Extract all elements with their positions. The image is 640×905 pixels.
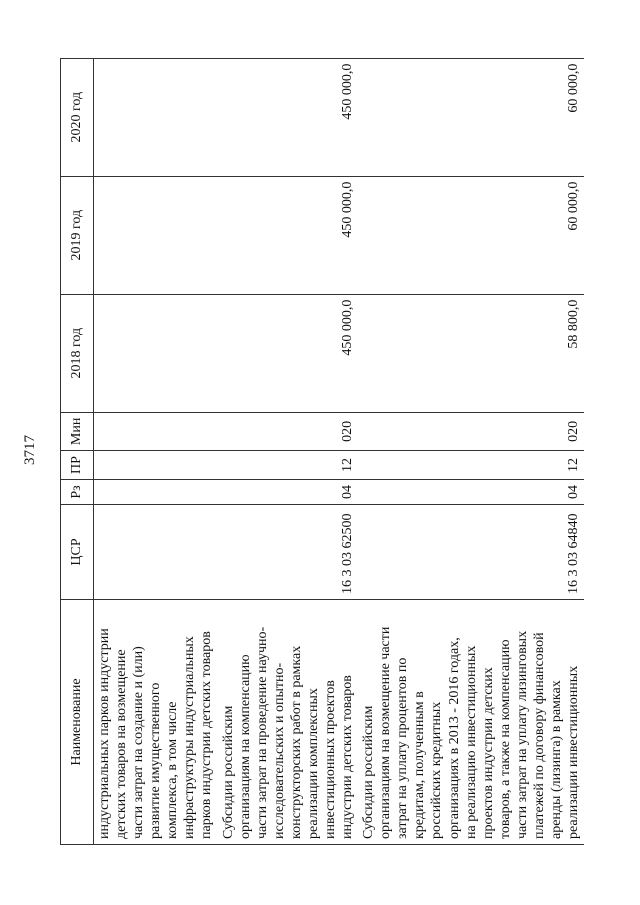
row-min: 020 <box>218 412 359 450</box>
row-name-line: российских кредитных <box>429 701 445 839</box>
row-name-line: части затрат на создание и (или) <box>131 646 147 839</box>
table-row <box>94 58 218 844</box>
row-pr <box>94 451 218 480</box>
row-2018: 450 000,0 <box>218 294 359 412</box>
table-row <box>358 58 584 844</box>
row-min: 020 <box>358 412 584 450</box>
header-name: Наименование <box>61 600 94 845</box>
row-name-line: реализации инвестиционных <box>566 665 582 839</box>
row-2020: 60 000,0 <box>358 58 584 176</box>
row-name-line: развитие имущественного <box>148 682 164 839</box>
table-header-row <box>61 58 94 844</box>
row-name-line: комплекса, в том числе <box>165 701 181 839</box>
row-pr: 12 <box>358 451 584 480</box>
header-rz: Рз <box>61 480 94 505</box>
row-name-line: исследовательских и опытно- <box>271 662 287 839</box>
row-csr: 16 3 03 64840 <box>358 505 584 600</box>
row-name-line: Субсидии российским <box>361 705 377 839</box>
row-2020: 450 000,0 <box>218 58 359 176</box>
row-name-line: индустриальных парков индустрии <box>97 628 112 839</box>
row-name-line: инвестиционных проектов <box>323 680 339 839</box>
row-name-line: проектов индустрии детских <box>480 667 496 839</box>
row-name-cell <box>218 600 359 845</box>
row-2019: 450 000,0 <box>218 176 359 294</box>
row-name-line: организациям на компенсацию <box>237 654 253 839</box>
row-pr: 12 <box>218 451 359 480</box>
row-2019 <box>94 176 218 294</box>
row-2020 <box>94 58 218 176</box>
row-name-line: конструкторских работ в рамках <box>288 645 304 839</box>
row-name-line: парков индустрии детских товаров <box>199 631 215 839</box>
header-2018: 2018 год <box>61 294 94 412</box>
row-name-line: части затрат на уплату лизинговых <box>514 630 530 839</box>
row-name-line: организациям на возмещение части <box>378 626 394 839</box>
row-2019: 60 000,0 <box>358 176 584 294</box>
row-rz: 04 <box>358 480 584 505</box>
page-number: 3717 <box>22 435 38 465</box>
header-min: Мин <box>61 412 94 450</box>
row-name-line: Субсидии российским <box>220 705 236 839</box>
header-pr: ПР <box>61 451 94 480</box>
row-name-line: на реализацию инвестиционных <box>463 645 479 839</box>
header-2020: 2020 год <box>61 58 94 176</box>
row-name-line: платежей по договору финансовой <box>531 632 547 839</box>
header-2019: 2019 год <box>61 176 94 294</box>
row-2018: 58 800,0 <box>358 294 584 412</box>
row-name-line: индустрии детских товаров <box>340 675 356 839</box>
budget-table <box>60 58 584 845</box>
row-name-line: кредитам, полученным в <box>412 691 428 839</box>
header-csr: ЦСР <box>61 505 94 600</box>
row-2018 <box>94 294 218 412</box>
row-name-line: инфраструктуры индустриальных <box>182 636 198 839</box>
row-csr: 16 3 03 62500 <box>218 505 359 600</box>
row-name-cell <box>94 600 218 845</box>
row-rz <box>94 480 218 505</box>
row-name-line: организациях в 2013 - 2016 годах, <box>446 637 462 839</box>
row-name-line: детских товаров на возмещение <box>114 649 130 839</box>
row-min <box>94 412 218 450</box>
row-name-cell <box>358 600 584 845</box>
row-name-line: части затрат на проведение научно- <box>254 626 270 839</box>
row-rz: 04 <box>218 480 359 505</box>
row-name-line: затрат на уплату процентов по <box>395 657 411 839</box>
row-csr <box>94 505 218 600</box>
row-name-line: аренды (лизинга) в рамках <box>549 680 565 839</box>
table-body <box>94 58 585 844</box>
row-name-line: реализации комплексных <box>305 688 321 839</box>
row-name-line: товаров, а также на компенсацию <box>497 639 513 839</box>
table-row <box>218 58 359 844</box>
